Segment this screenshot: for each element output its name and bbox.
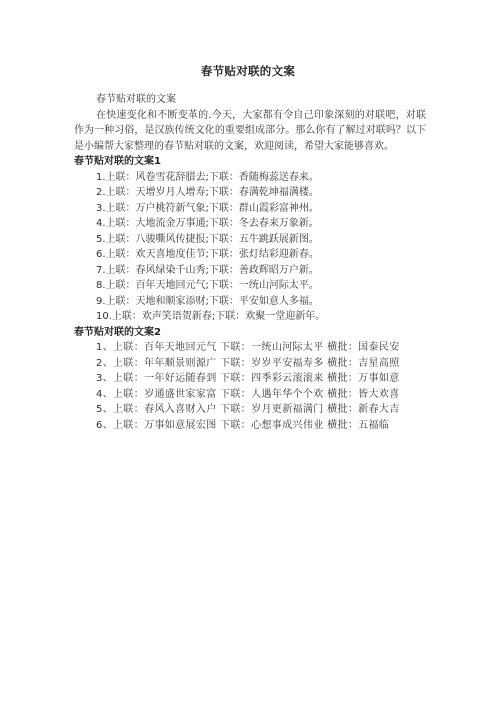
section-1-list bbox=[74, 170, 426, 325]
document-body bbox=[74, 92, 426, 433]
couplet-item: 4.上联：大地流金万事通;下联：冬去春来万象新。 bbox=[96, 218, 319, 229]
document-title: 春节贴对联的文案 bbox=[200, 64, 296, 78]
couplet-item: 8.上联：百年天地回元气;下联：一统山河际太平。 bbox=[96, 280, 319, 291]
couplet-item: 7.上联：春风绿染千山秀;下联：善政辉昭万户新。 bbox=[96, 264, 319, 276]
intro-paragraph: 在快速变化和不断变革的.今天，大家都有令自己印象深刻的对联吧，对联作为一种习俗，是汉族传统文化的重要组成部分。那么你有了解过对联吗？以下是小编帮大家整理的春节贴对联的文案，欢迎阅读，希望大家能够喜欢。 bbox=[74, 109, 426, 152]
couplet-item: 10.上联：欢声笑语贺新春;下联：欢聚一堂迎新年。 bbox=[96, 311, 326, 322]
couplet-item: 3.上联：万户桃符新气象;下联：群山霞彩富神州。 bbox=[96, 202, 319, 214]
couplet-item: 6、上联：万事如意展宏图 下联：心想事成兴伟业 横批：五福临 bbox=[96, 419, 390, 431]
section-heading-2: 春节贴对联的文案2 bbox=[74, 326, 161, 338]
couplet-item: 2.上联：天增岁月人增寿;下联：春满乾坤福满楼。 bbox=[96, 187, 319, 198]
couplet-item: 5、上联：春风入喜财入户 下联：岁月更新福满门 横批：新春大吉 bbox=[96, 404, 400, 415]
section-heading-1: 春节贴对联的文案1 bbox=[74, 156, 161, 167]
couplet-item: 5.上联：八骏嘶风传捷报;下联：五牛跳跃展新图。 bbox=[96, 233, 319, 245]
couplet-item: 9.上联：天地和顺家添财;下联：平安如意人多福。 bbox=[96, 295, 319, 307]
couplet-item: 1.上联：风卷雪花辞腊去;下联：香随梅蕊送春来。 bbox=[96, 171, 319, 183]
section-2-list bbox=[74, 340, 426, 433]
document-subtitle: 春节贴对联的文案 bbox=[96, 94, 176, 105]
couplet-item: 6.上联：欢天喜地度佳节;下联：张灯结彩迎新春。 bbox=[96, 249, 319, 260]
couplet-item: 3、上联：一年好运随春到 下联：四季彩云滚滚来 横批：万事如意 bbox=[96, 373, 400, 384]
couplet-item: 1、上联：百年天地回元气 下联：一统山河际太平 横批：国泰民安 bbox=[96, 342, 400, 353]
couplet-item: 2、上联：年年顺景则源广 下联：岁岁平安福寿多 横批：吉星高照 bbox=[96, 357, 400, 369]
couplet-item: 4、上联：岁通盛世家家富 下联：人遇年华个个欢 横批：皆大欢喜 bbox=[96, 388, 400, 400]
